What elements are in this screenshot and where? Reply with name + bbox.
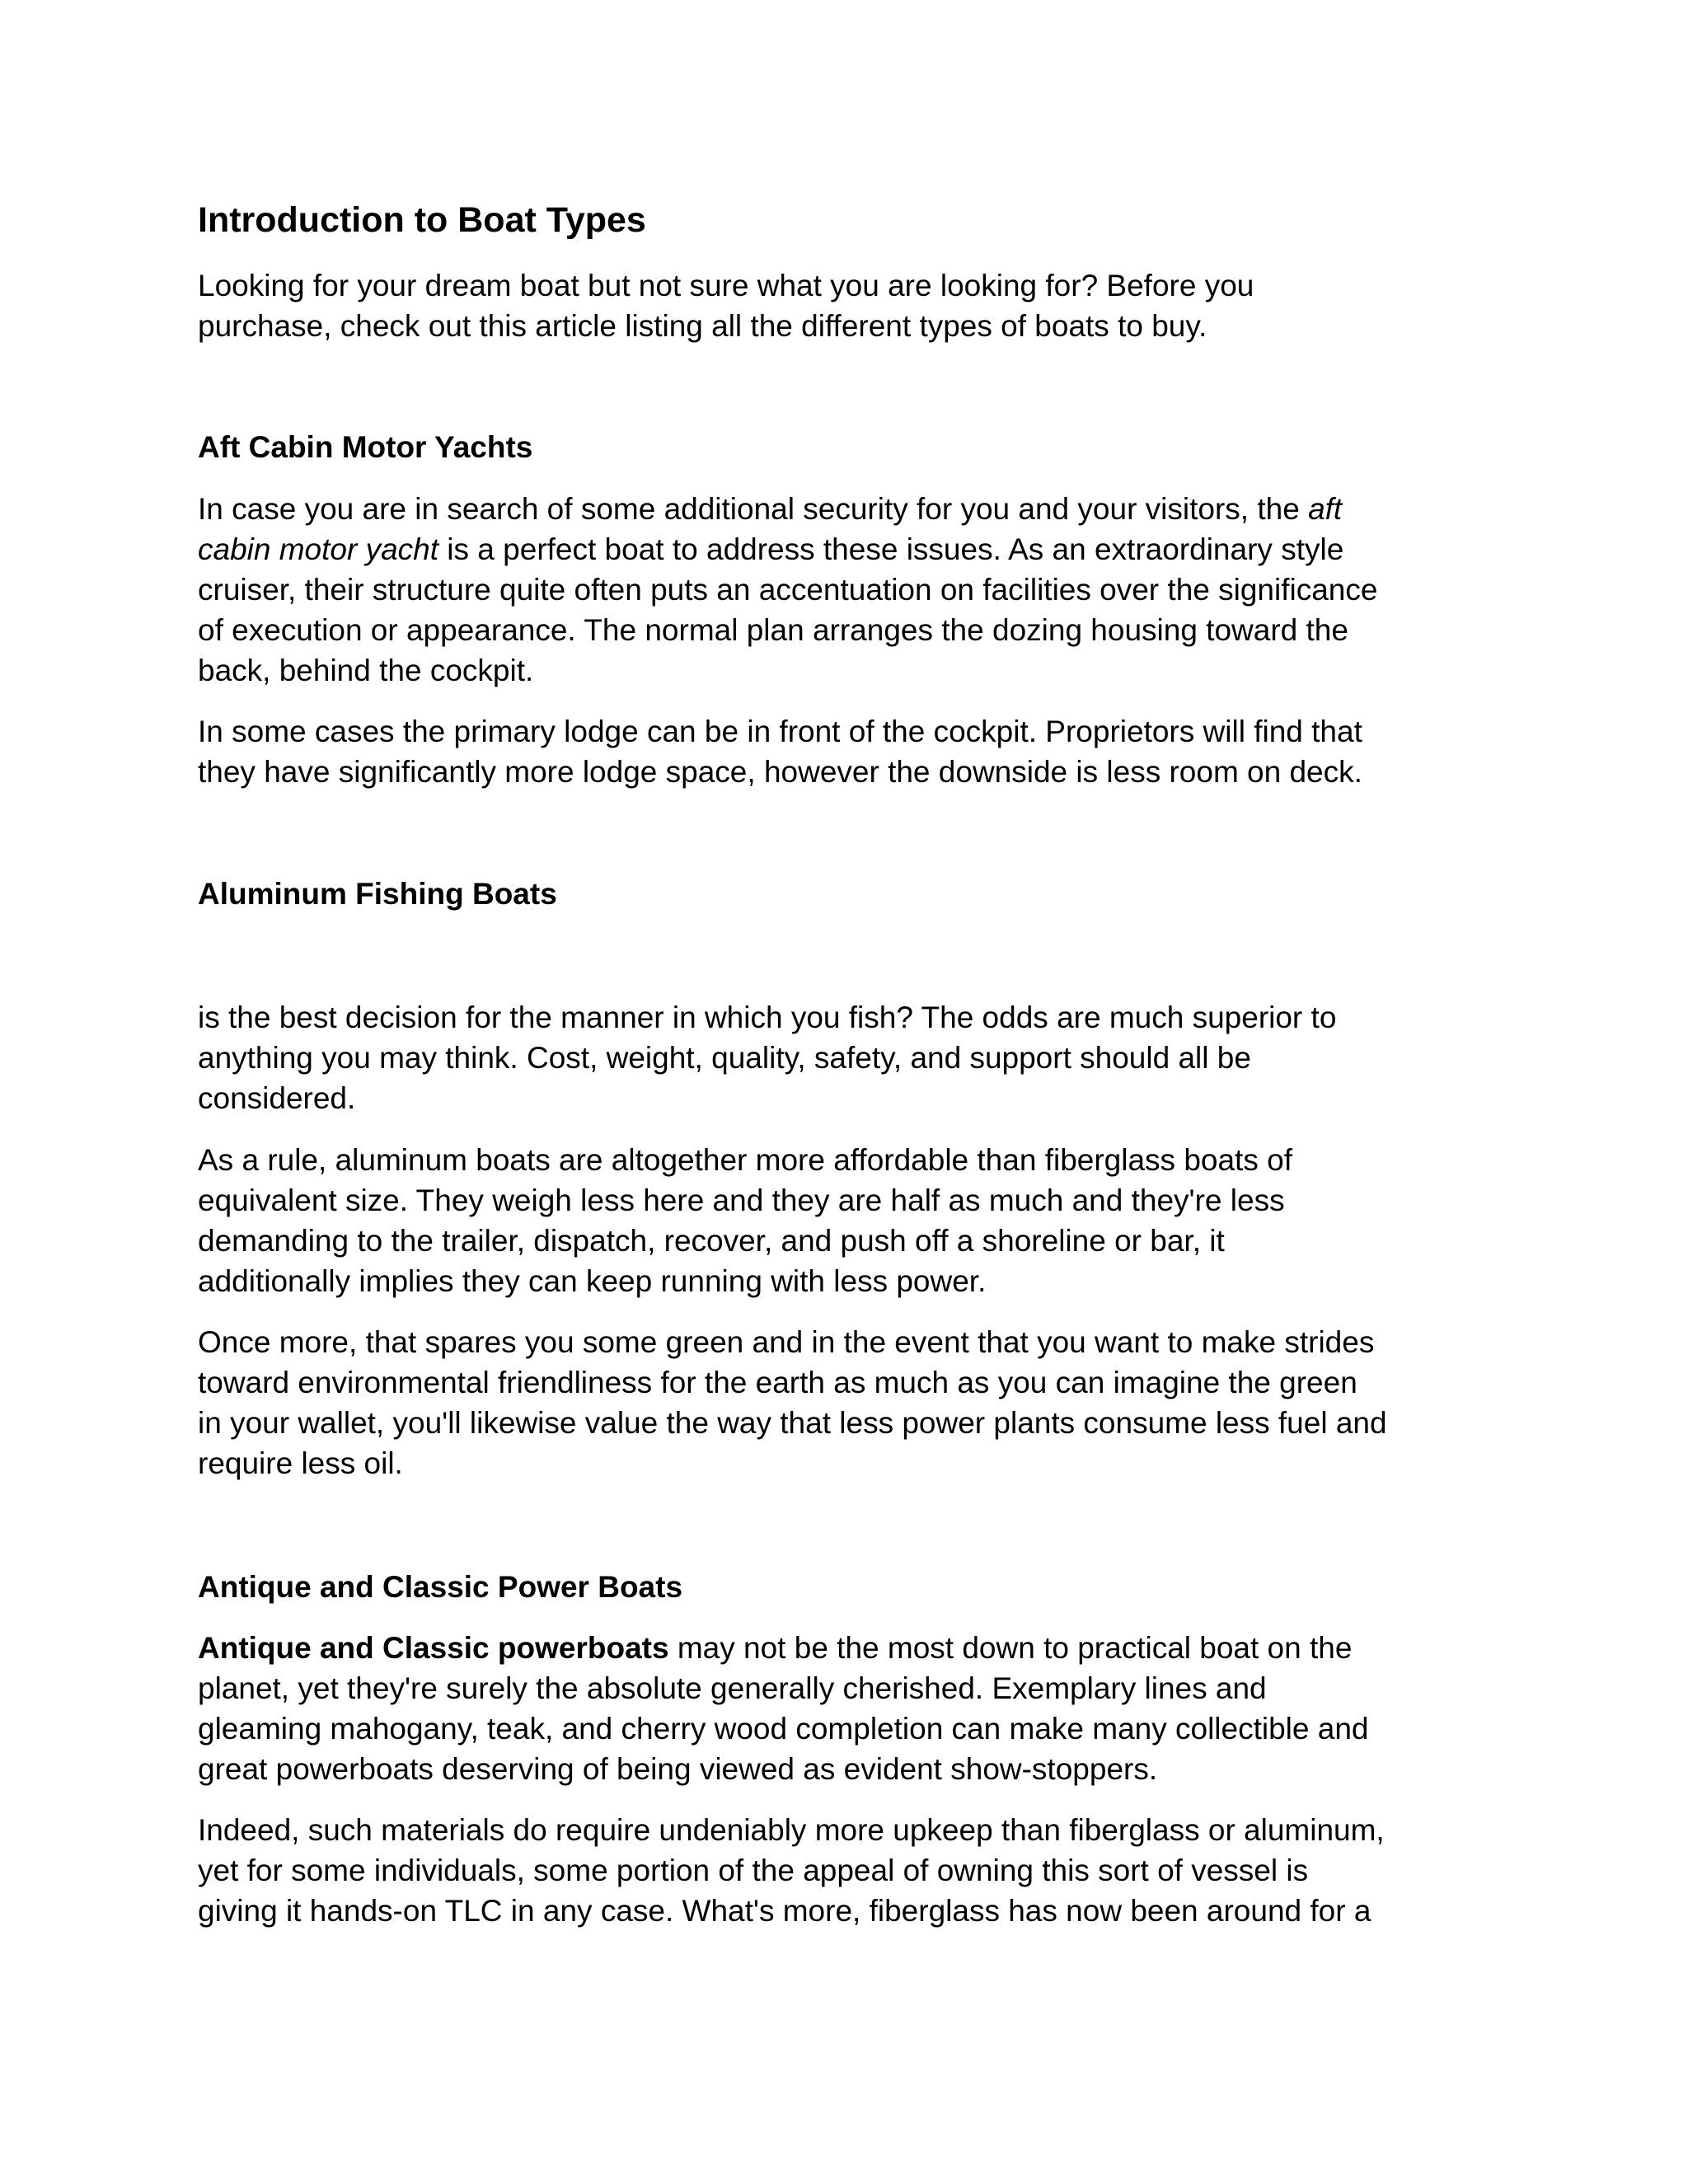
bold-text: Antique and Classic powerboats (198, 1631, 669, 1665)
paragraph-line: they have significantly more lodge space, however the downside is less room on deck. (198, 755, 1362, 789)
aft-cabin-paragraph-1 (198, 489, 1377, 691)
paragraph-line: yet for some individuals, some portion of the appeal of owning this sort of vessel is (198, 1854, 1309, 1887)
page-title: Introduction to Boat Types (198, 200, 646, 240)
paragraph-line: additionally implies they can keep running with less power. (198, 1264, 987, 1298)
paragraph-line: cruiser, their structure quite often puts an accentuation on facilities over the significance (198, 573, 1378, 607)
paragraph-line: gleaming mahogany, teak, and cherry wood completion can make many collectible and (198, 1712, 1369, 1746)
paragraph-line: As a rule, aluminum boats are altogether more affordable than fiberglass boats of (198, 1143, 1292, 1177)
aft-cabin-paragraph-2 (198, 711, 1362, 792)
intro-paragraph (198, 265, 1254, 346)
text-run: In case you are in search of some additional security for you and your visitors, the (198, 492, 1309, 526)
paragraph-line: back, behind the cockpit. (198, 654, 534, 687)
paragraph-line: planet, yet they're surely the absolute generally cherished. Exemplary lines and (198, 1671, 1267, 1705)
section-heading-aluminum: Aluminum Fishing Boats (198, 877, 557, 911)
paragraph-line: equivalent size. They weigh less here and they are half as much and they're less (198, 1183, 1285, 1217)
paragraph-line: of execution or appearance. The normal plan arranges the dozing housing toward the (198, 613, 1348, 647)
paragraph-line: great powerboats deserving of being viewed as evident show-stoppers. (198, 1752, 1158, 1786)
aluminum-paragraph-2 (198, 1140, 1292, 1301)
text-run: may not be the most down to practical boat on the (668, 1631, 1353, 1665)
paragraph-line: toward environmental friendliness for the earth as much as you can imagine the green (198, 1366, 1357, 1399)
emphasis-text: aft (1308, 492, 1343, 526)
aluminum-paragraph-1 (198, 997, 1336, 1118)
aluminum-paragraph-3 (198, 1322, 1387, 1483)
paragraph-line: in your wallet, you'll likewise value the way that less power plants consume less fuel and (198, 1406, 1387, 1440)
section-heading-aft-cabin: Aft Cabin Motor Yachts (198, 430, 533, 464)
antique-paragraph-1 (198, 1628, 1369, 1789)
intro-line: purchase, check out this article listing all the different types of boats to buy. (198, 309, 1207, 343)
paragraph-line: anything you may think. Cost, weight, quality, safety, and support should all be (198, 1041, 1251, 1075)
paragraph-line (198, 489, 1377, 529)
paragraph-line: Once more, that spares you some green and in the event that you want to make strides (198, 1325, 1375, 1359)
paragraph-line: demanding to the trailer, dispatch, recover, and push off a shoreline or bar, it (198, 1224, 1225, 1258)
paragraph-line (198, 1628, 1369, 1668)
emphasis-text: cabin motor yacht (198, 532, 439, 566)
intro-line: Looking for your dream boat but not sure what you are looking for? Before you (198, 269, 1254, 302)
text-run: is a perfect boat to address these issues. As an extraordinary style (438, 532, 1344, 566)
paragraph-line: giving it hands-on TLC in any case. What's more, fiberglass has now been around for a (198, 1894, 1372, 1928)
paragraph-line: considered. (198, 1081, 356, 1115)
antique-paragraph-2 (198, 1810, 1385, 1931)
paragraph-line: In some cases the primary lodge can be in front of the cockpit. Proprietors will find that (198, 715, 1362, 748)
paragraph-line: Indeed, such materials do require undeniably more upkeep than fiberglass or aluminum, (198, 1813, 1385, 1847)
paragraph-line: is the best decision for the manner in which you fish? The odds are much superior to (198, 1001, 1337, 1034)
paragraph-line (198, 529, 1377, 569)
paragraph-line: require less oil. (198, 1446, 403, 1480)
section-heading-antique: Antique and Classic Power Boats (198, 1570, 683, 1604)
